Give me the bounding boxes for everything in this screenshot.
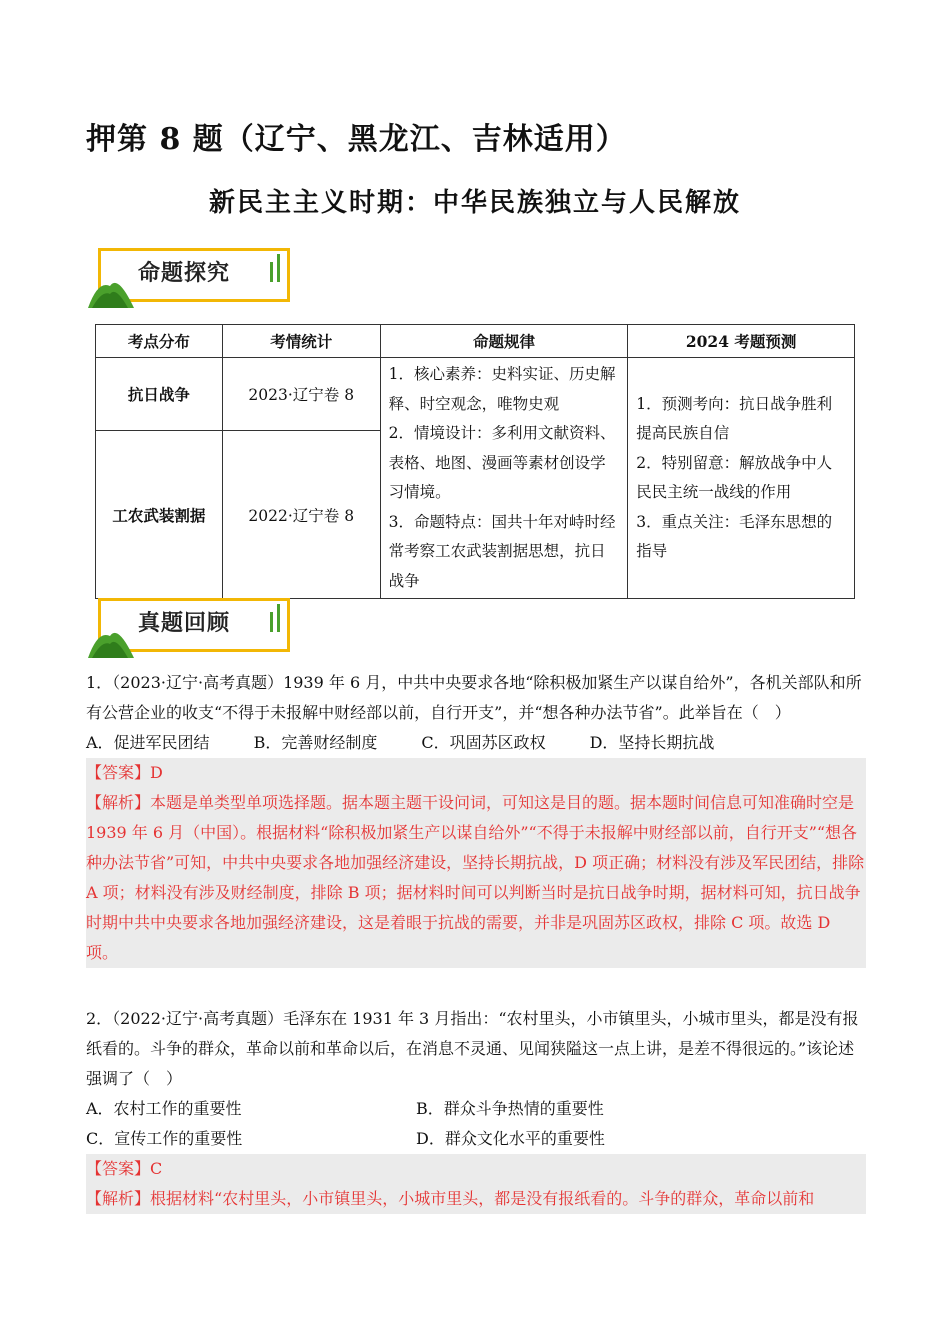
answer-tag: 【答案】 [86,763,151,782]
table-header: 考情统计 [222,325,380,358]
analysis-tag: 【解析】 [86,1189,151,1208]
answer-value: D [150,763,163,782]
option-b: B．群众斗争热情的重要性 [416,1099,604,1118]
page-subtitle: 新民主主义时期：中华民族独立与人民解放 [208,188,741,218]
option-b: B．完善财经制度 [253,733,378,752]
rule-item: 2．情境设计：多利用文献资料、表格、地图、漫画等素材创设学习情境。 [388,424,616,501]
rules-cell [380,358,628,599]
table-header: 命题规律 [380,325,628,358]
prediction-item: 1．预测考向：抗日战争胜利提高民族自信 [636,394,833,442]
topic-cell: 抗日战争 [96,358,223,431]
question-1 [86,668,866,968]
analysis-text: 根据材料“农村里头，小市镇里头，小城市里头，都是没有报纸看的。斗争的群众，革命以前和 [150,1189,815,1208]
option-d: D．群众文化水平的重要性 [416,1129,605,1148]
prediction-item: 3．重点关注：毛泽东思想的指导 [636,512,833,560]
question-stem: 2．（2022·辽宁·高考真题）毛泽东在 1931 年 3 月指出：“农村里头，小市镇里头，小城市里头，都是没有报纸看的。斗争的群众，革命以前和革命以后，在消息不灵通、见闻狭隘这一点上讲，是差不得很远的。”该论述强调了（ ） [86,1009,859,1088]
question-options [86,1094,866,1154]
section-title: 真题回顾 [138,611,231,636]
analysis-tag: 【解析】 [86,793,151,812]
section-badge-explore [88,246,298,308]
bars-icon [270,254,284,282]
answer-block [86,758,866,968]
hill-icon [88,622,138,658]
prediction-item: 2．特别留意：解放战争中人民民主统一战线的作用 [636,453,833,501]
analysis-line [86,788,866,968]
option-a: A．促进军民团结 [86,733,210,752]
analysis-line [86,1184,866,1214]
question-options [86,728,866,758]
option-c: C．宣传工作的重要性 [86,1129,243,1148]
answer-block [86,1154,866,1214]
rule-item: 3．命题特点：国共十年对峙时经常考察工农武装割据思想，抗日战争 [388,512,616,590]
table-row [96,358,855,431]
predictions-cell [628,358,855,599]
answer-line [86,1154,866,1184]
topic-cell: 工农武装割据 [96,431,223,599]
stat-cell: 2023·辽宁卷 8 [222,358,380,431]
section-title: 命题探究 [138,261,231,286]
option-a: A．农村工作的重要性 [86,1099,242,1118]
question-2 [86,1004,866,1214]
hill-icon [88,272,138,308]
table-header-row [96,325,855,358]
section-badge-review [88,596,298,658]
stat-cell: 2022·辽宁卷 8 [222,431,380,599]
table-header: 考点分布 [96,325,223,358]
option-c: C．巩固苏区政权 [421,733,546,752]
analysis-text: 本题是单类型单项选择题。据本题主题干设问词，可知这是目的题。据本题时间信息可知准确时空是 1939 年 6 月（中国）。根据材料“除积极加紧生产以谋自给外”“不得于未报解中财经部以前，自行开支”“想各种办法节省”可知，中共中央要求各地加强经济建设，坚持长期抗战，D 项正确；材料没有涉及军民团结，排除 A 项；材料没有涉及财经制度，排除 B 项；据材料时间可以判断当时是抗日战争时期，据材料可知，抗日战争时期中共中央要求各地加强经济建设，这是着眼于抗战的需要，并非是巩固苏区政权，排除 C 项。故选 D 项。 [86,793,865,962]
answer-tag: 【答案】 [86,1159,151,1178]
answer-line [86,758,866,788]
answer-value: C [150,1159,163,1178]
table-header: 2024 考题预测 [628,325,855,358]
question-stem: 1．（2023·辽宁·高考真题）1939 年 6 月，中共中央要求各地“除积极加紧生产以谋自给外”，各机关部队和所有公营企业的收支“不得于未报解中财经部以前，自行开支”，并“想各种办法节省”。此举旨在（ ） [86,673,862,722]
exam-analysis-table [95,324,855,599]
page-title: 押第 8 题（辽宁、黑龙江、吉林适用） [86,122,627,157]
rule-item: 1．核心素养：史料实证、历史解释、时空观念，唯物史观 [388,365,616,413]
bars-icon [270,604,284,632]
option-d: D．坚持长期抗战 [589,733,715,752]
